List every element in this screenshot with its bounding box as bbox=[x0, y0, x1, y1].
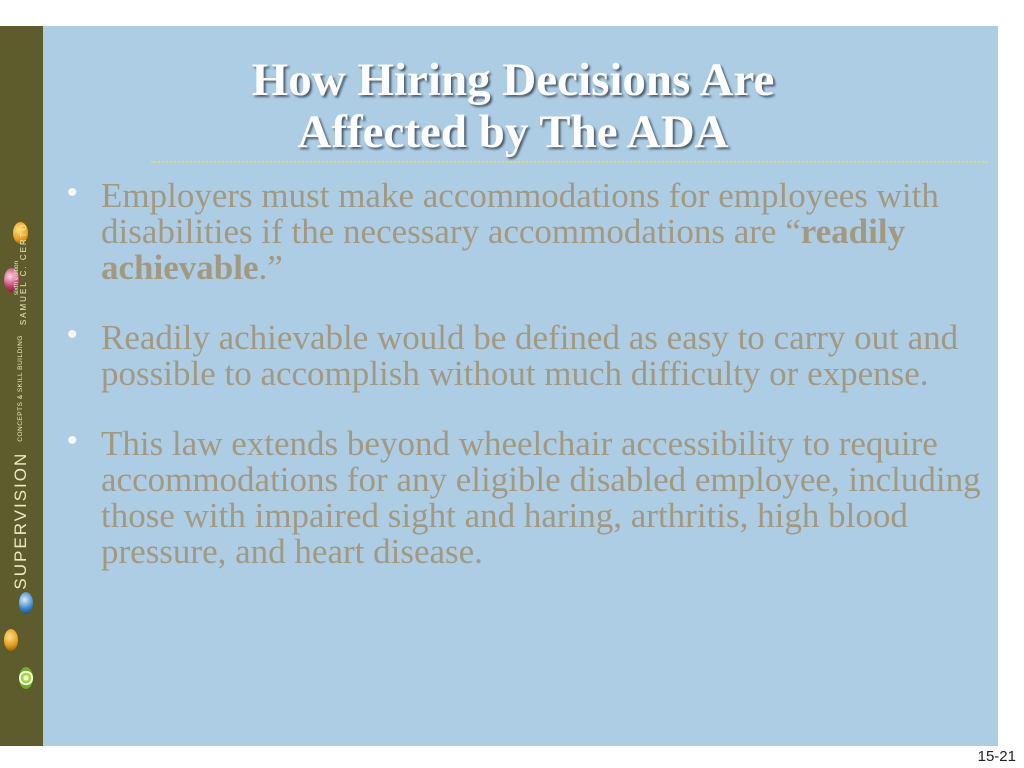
slide-title bbox=[43, 54, 983, 158]
page-number: 15-21 bbox=[977, 748, 1016, 765]
brand-sidebar bbox=[0, 26, 43, 746]
bullet-item bbox=[61, 320, 981, 392]
brand-subtitle-stack bbox=[18, 335, 25, 442]
slide-title-line-2: Affected by The ADA bbox=[297, 106, 729, 158]
bullet-text: This law extends beyond wheelchair accessibility to require accommodations for any eligible disabled employee, including those with impaired sight and haring, arthritis, high blood pressure, and heart disease. bbox=[101, 424, 981, 571]
bullet-icon: • bbox=[67, 176, 78, 209]
green-spiral-gem-icon bbox=[19, 667, 33, 689]
bullet-text-end: .” bbox=[258, 248, 283, 287]
title-divider bbox=[151, 161, 987, 163]
orange-gem-icon bbox=[4, 629, 18, 651]
blue-gem-icon bbox=[19, 592, 33, 614]
bullet-text: Readily achievable would be defined as easy to carry out and possible to accomplish without much difficulty or expense. bbox=[101, 318, 959, 393]
bullet-icon: • bbox=[67, 318, 78, 351]
brand-title: SUPERVISION bbox=[11, 451, 30, 590]
brand-edition: sixth edition bbox=[12, 260, 20, 296]
bullet-emphasis: readily achievable bbox=[101, 212, 906, 287]
bullet-list bbox=[61, 178, 981, 604]
slide-title-line-1: How Hiring Decisions Are bbox=[251, 54, 775, 106]
brand-author: SAMUEL C. CERTO bbox=[19, 222, 29, 326]
bullet-text-start: Employers must make accommodations for employees with disabilities if the necessary accommodations are “ bbox=[101, 176, 939, 251]
brand-subtitle: CONCEPTS & SKILL BUILDING bbox=[16, 335, 24, 442]
bullet-text bbox=[101, 178, 981, 286]
book-brand bbox=[11, 222, 31, 589]
bullet-icon: • bbox=[67, 424, 78, 457]
slide-content bbox=[43, 26, 998, 746]
brand-edition-stack bbox=[14, 222, 29, 325]
bullet-item bbox=[61, 178, 981, 286]
bullet-item bbox=[61, 426, 981, 570]
